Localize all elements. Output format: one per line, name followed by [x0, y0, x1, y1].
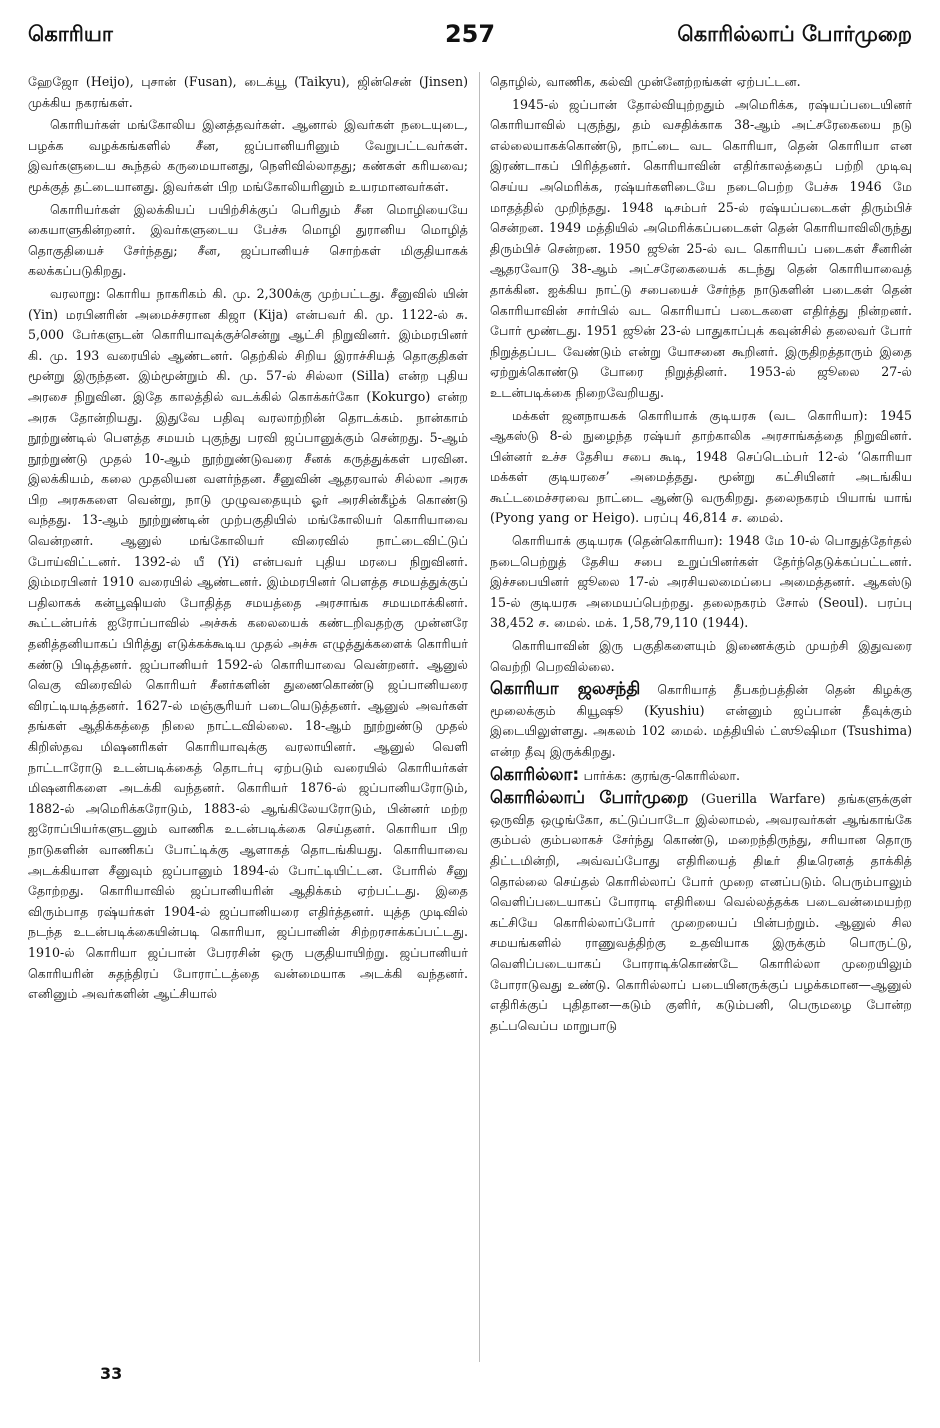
- entry-guerilla-warfare: [490, 788, 912, 1036]
- paragraph: தொழில், வாணிக, கல்வி முன்னேற்றங்கள் ஏற்பட்டன.: [490, 74, 801, 89]
- paragraph: வரலாறு: கொரிய நாகரிகம் கி. மு. 2,300க்கு முற்பட்டது. சீனுவில் யின் (Yin) மரபினரின் அமைச்சரான கிஜா (Kija) என்பவர் கி. மு. 1122-ல் சு. 5,000 பேர்களுடன் கொரியாவுக்குச்சென்று ஆட்சி நிறுவினர். இம்மரபினர் கி. மு. 193 வரையில் ஆண்டனர். தெற்கில் சிறிய இராச்சியத் தொகுதிகள் மூன்று இருந்தன. இம்மூன்றும் கி. மு. 57-ல் சில்லா (Silla) என்ற புதிய அரசை நிறுவின. இதே காலத்தில் வடக்கில் கொக்கர்கோ (Kokurgo) என்ற அரசு தோன்றியது. இதுவே பதிவு வரலாற்றின் தொடக்கம். நான்காம் நூற்றுண்டில் பௌத்த சமயம் புகுந்து பரவி ஜப்பானுக்கும் சென்றது. 5-ஆம் நூற்றுண்டு முதல் 10-ஆம் நூற்றுண்டுவரை சீனக் கருத்துக்கள் பரவின. இலக்கியம், கலை முதலியன வளர்ந்தன. சீனுவின் ஆதரவால் சில்லா அரசு பிற அரசுகளை வென்று, நாடு முழுவதையும் ஓர் அரசின்கீழ்க் கொண்டு வந்தது. 13-ஆம் நூற்றுண்டின் முற்பகுதியில் மங்கோலியர் கொரியாவை வென்றனர். ஆனுல் மங்கோலியர் விரைவில் நாட்டைவிட்டுப் போய்விட்டனர். 1392-ல் யீ (Yi) என்பவர் புதிய மரபை நிறுவினர். இம்மரபினர் 1910 வரையில் ஆண்டனர். இம்மரபினர் பௌத்த சமயத்துக்குப் பதிலாகக் கன்பூஷியஸ் போதித்த சமயத்தை அரசாங்க சமயமாக்கினர். கூட்டன்பர்க் ஐரோப்பாவில் அச்சுக் கலையைக் கண்டறிவதற்கு முன்னரே தனித்தனியாகப் பிரித்து எடுக்கக்கூடிய முதல் அச்சு எழுத்துக்களைக் கொரியர் கண்டு பிடித்தனர். ஜப்பானியர் 1592-ல் கொரியாவை வென்றனர். ஆனுல் வெகு விரைவில் கொரியர் சீனர்களின் துணைகொண்டு ஜப்பானியரை விரட்டியடித்தனர். 1627-ல் மஞ்சூரியர் படையெடுத்தனர். ஆனுல் அவர்கள் தங்கள் ஆதிக்கத்தை நிலை நாட்டவில்லை. 18-ஆம் நூற்றுண்டு முதல் கிறிஸ்தவ மிஷனரிகள் கொரியாவுக்கு வரலாயினர். ஆனுல் வெளி நாட்டாரோடு உடன்படிக்கைத் தொடர்பு ஏற்படும் வரையில் கொரியர்கள் மிஷனரிகளை அடக்கி வந்தனர். கொரியர் 1876-ல் ஜப்பானியரோடும், 1882-ல் அமெரிக்கரோடும், 1883-ல் ஆங்கிலேயரோடும், பின்னர் மற்ற ஐரோப்பியர்களுடனும் வாணிக உடன்படிக்கை செய்தனர். கொரியா பிற நாடுகளின் வாணிகப் போட்டிக்கு ஆளாகத் தொடங்கியது. கொரியாவை அடக்கியாள சீனுவும் ஜப்பானும் 1894-ல் போட்டியிட்டன. போரில் சீனு தோற்றது. கொரியாவில் ஜப்பானியரின் ஆதிக்கம் ஏற்பட்டது. இதை விரும்பாத ரஷ்யர்கள் 1904-ல் ஜப்பானியரை எதிர்த்தனர். யுத்த முடிவில் நடந்த உடன்படிக்கையின்படி கொரியா, ஜப்பானின் சிற்றரசாக்கப்பட்டது. 1910-ல் கொரியா ஜப்பான் பேரரசின் ஒரு பகுதியாயிற்று. ஜப்பானியர் கொரியரின் சுதந்திரப் போராட்டத்தை வன்மையாக அடக்கி வந்தனர். எனினும் அவர்களின் ஆட்சியால்: [28, 285, 468, 1002]
- paragraph: 1945-ல் ஜப்பான் தோல்வியுற்றதும் அமெரிக்க, ரஷ்யப்படையினர் கொரியாவில் புகுந்து, தம் வசதிக்காக 38-ஆம் அட்சரேகையை நடு எல்லையாகக்கொண்டு, நாட்டை வட கொரியா, தென் கொரியா என இரண்டாகப் பிரித்தனர். கொரியாவின் எதிர்காலத்தைப் பற்றி முடிவு செய்ய அமெரிக்க, ரஷ்யர்களிடையே நடைபெற்ற பேச்சு 1946 மே மாதத்தில் முறிந்தது. 1948 டிசம்பர் 25-ல் ரஷ்யப்படைகள் திரும்பிச் சென்றன. 1949 மத்தியில் அமெரிக்கப்படைகள் தென் கொரியாவிலிருந்து திரும்பிச் சென்றன. 1950 ஜூன் 25-ல் வட கொரியப் படைகள் சீனரின் ஆதரவோடு 38-ஆம் அட்சரேகையைக் கடந்து தென் கொரியாவைத் தாக்கின. ஐக்கிய நாட்டு சபையைச் சேர்ந்த நாடுகளின் படைகள் தென் கொரியாவின் சார்பில் வட கொரியாப் படைகளை எதிர்த்து நின்றனர். போர் மூண்டது. 1951 ஜூன் 23-ல் பாதுகாப்புக் கவுன்சில் தலைவர் போர் நிறுத்தப்பட வேண்டும் என்று யோசனை கூறினர். இருதிறத்தாரும் இதை ஏற்றுக்கொண்டு போரை நிறுத்தினர். 1953-ல் ஜூலை 27-ல் உடன்படிக்கை நிறைவேறியது.: [490, 96, 912, 400]
- column-divider: [479, 72, 480, 1362]
- paragraph: கொரியர்கள் இலக்கியப் பயிற்சிக்குப் பெரிதும் சீன மொழியையே கையாளுகின்றனர். இவர்களுடைய பேச்சு மொழி துரானிய மொழித் தொகுதியைச் சேர்ந்தது; சீன, ஜப்பானியச் சொற்கள் மிகுதியாகக் கலக்கப்படுகிறது.: [28, 201, 468, 279]
- entry-text: பார்க்க: குரங்கு-கொரில்லா.: [583, 767, 741, 783]
- right-column: [490, 72, 912, 1362]
- entry-korea-strait: [490, 679, 912, 762]
- running-head-right: கொரில்லாப் போர்முறை: [677, 22, 912, 46]
- entry-title: கொரில்லாப் போர்முறை: [490, 788, 689, 809]
- running-head-left: கொரியா: [28, 22, 113, 46]
- entry-text: (Guerilla Warfare) தங்களுக்குள் ஒருவித ஒழுங்கோ, கட்டுப்பாடோ இல்லாமல், அவரவர்கள் ஆங்காங்கே கும்பல் கும்பலாகச் சேர்ந்து கொண்டு, மறைந்திருந்து, சரியான தொரு திட்டமின்றி, அவ்வப்போது எதிரியைத் திடீர் திடீரெனத் தாக்கித் தொல்லை செய்தல் கொரில்லாப் போர் முறை எனப்படும். பெரும்பாலும் வெளிப்படையாகப் போராடி எதிரியை வெல்லத்தக்க படைவன்மையற்ற கட்சியே கொரில்லாப்போர் முறையைப் பின்பற்றும். ஆனுல் சில சமயங்களில் ராணுவத்திற்கு உதவியாக இருக்கும் பொருட்டு, வெளிப்படையாகப் போராடிக்கொண்டே கொரில்லா முறையிலும் போராடுவது உண்டு. கொரில்லாப் படையினருக்குப் பழக்கமான—ஆனுல் எதிரிக்குப் புதிதான—கடும் குளிர், கடும்பனி, பெருமழை போன்ற தட்பவெப்ப மாறுபாடு: [490, 791, 912, 1033]
- paragraph: கொரியாக் குடியரசு (தென்கொரியா): 1948 மே 10-ல் பொதுத்தேர்தல் நடைபெற்றுத் தேசிய சபை உறுப்பினர்கள் தேர்ந்தெடுக்கப்பட்டனர். இச்சபையினர் ஜூலை 17-ல் அரசியலமைப்பை அமைத்தனர். ஆகஸ்டு 15-ல் குடியரசு அமையப்பெற்றது. தலைநகரம் சோல் (Seoul). பரப்பு 38,452 ச. மைல். மக். 1,58,79,110 (1944).: [490, 533, 912, 631]
- paragraph: மக்கள் ஜனநாயகக் கொரியாக் குடியரசு (வட கொரியா): 1945 ஆகஸ்டு 8-ல் நுழைந்த ரஷ்யர் தாற்காலிக அரசாங்கத்தை நிறுவினர். பின்னர் உச்ச தேசிய சபை கூடி, 1948 செப்டெம்பர் 12-ல் ‘கொரியா மக்கள் குடியரசை’ அமைத்தது. மூன்று கட்சியினர் அடங்கிய கூட்டமைச்சரவை நாட்டை ஆண்டு வருகிறது. தலைநகரம் பியாங் யாங் (Pyong yang or Heigo). பரப்பு 46,814 ச. மைல்.: [490, 407, 912, 526]
- paragraph: கொரியர்கள் மங்கோலிய இனத்தவர்கள். ஆனால் இவர்கள் நடையுடை, பழக்க வழக்கங்களில் சீன, ஜப்பானியரினும் வேறுபட்டவர்கள். இவர்களுடைய கூந்தல் கருமையானது, நெளிவில்லாதது; கண்கள் கரியவை; மூக்குத் தட்டையானது. இவர்கள் பிற மங்கோலியரினும் உயரமானவர்கள்.: [28, 117, 468, 194]
- page-number: 257: [444, 20, 496, 48]
- entry-title: கொரியா ஜலசந்தி: [490, 679, 641, 700]
- left-column: [28, 72, 468, 1362]
- page-header: [28, 22, 912, 56]
- entry-text: கொரியாத் தீபகற்பத்தின் தென் கிழக்கு மூலைக்கும் கியூஷூ (Kyushiu) என்னும் ஜப்பான் தீவுக்கும் இடையிலுள்ளது. அகலம் 102 மைல். மத்தியில் ட்ஸூஷிமா (Tsushima) என்ற தீவு இருக்கிறது.: [490, 682, 912, 759]
- paragraph: கொரியாவின் இரு பகுதிகளையும் இணைக்கும் முயற்சி இதுவரை வெற்றி பெறவில்லை.: [490, 638, 912, 674]
- entry-gorilla: [490, 765, 912, 787]
- signature-mark: 33: [100, 1364, 123, 1383]
- entry-title: கொரில்லா:: [490, 764, 580, 785]
- paragraph: ஹேஜோ (Heijo), புசான் (Fusan), டைக்யூ (Taikyu), ஜின்சென் (Jinsen) முக்கிய நகரங்கள்.: [28, 74, 468, 110]
